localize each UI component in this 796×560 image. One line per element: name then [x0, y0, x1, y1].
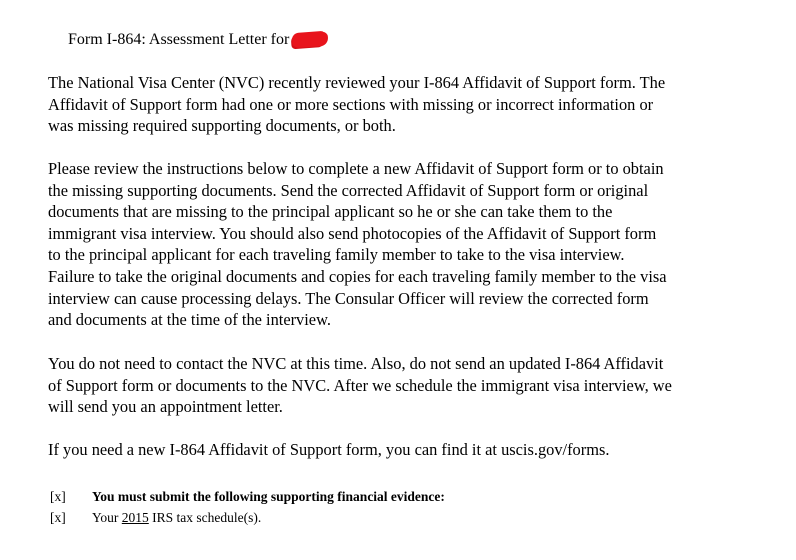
checklist-item: [50, 507, 445, 528]
tax-year: 2015: [121, 510, 149, 525]
checklist-text-suffix: IRS tax schedule(s).: [148, 510, 262, 525]
paragraph-line: Affidavit of Support form had one or more sections with missing or incorrect information or: [48, 94, 654, 114]
paragraph-review-summary: [48, 72, 665, 137]
paragraph-line: If you need a new I-864 Affidavit of Support form, you can find it at uscis.gov/forms.: [48, 440, 610, 459]
paragraph-line: You do not need to contact the NVC at this time. Also, do not send an updated I-864 Affidavit: [48, 354, 664, 373]
paragraph-line: The National Visa Center (NVC) recently reviewed your I-864 Affidavit of Support form. The: [48, 73, 666, 92]
paragraph-instructions: [48, 158, 667, 331]
paragraph-new-form: [48, 439, 609, 461]
paragraph-line: interview can cause processing delays. The Consular Officer will review the corrected form: [48, 288, 649, 308]
paragraph-line: the missing supporting documents. Send the corrected Affidavit of Support form or original: [48, 180, 649, 200]
evidence-checklist: [50, 486, 445, 528]
paragraph-line: will send you an appointment letter.: [48, 397, 283, 417]
paragraph-line: Please review the instructions below to complete a new Affidavit of Support form or to obtain: [48, 159, 664, 178]
paragraph-line: and documents at the time of the interview.: [48, 310, 331, 330]
checklist-mark: [x]: [50, 489, 66, 504]
paragraph-line: to the principal applicant for each traveling family member to take to the visa interview.: [48, 245, 625, 265]
paragraph-line: documents that are missing to the principal applicant so he or she can take them to the: [48, 202, 613, 222]
redaction-mark: [292, 31, 327, 47]
paragraph-line: was missing required supporting documents, or both.: [48, 116, 396, 136]
document-title-text: Form I-864: Assessment Letter for: [68, 31, 290, 48]
checklist-item-text: [92, 507, 261, 528]
checklist-mark: [x]: [50, 510, 66, 525]
checklist-item: [50, 486, 445, 507]
document-title: [68, 30, 326, 50]
checklist-item-text: You must submit the following supporting financial evidence:: [92, 489, 445, 504]
paragraph-line: of Support form or documents to the NVC. After we schedule the immigrant visa interview, we: [48, 375, 672, 395]
paragraph-line: immigrant visa interview. You should also send photocopies of the Affidavit of Support form: [48, 223, 657, 243]
paragraph-no-contact: [48, 353, 672, 418]
paragraph-line: Failure to take the original documents and copies for each traveling family member to the visa: [48, 266, 667, 286]
checklist-text-prefix: Your: [92, 510, 122, 525]
